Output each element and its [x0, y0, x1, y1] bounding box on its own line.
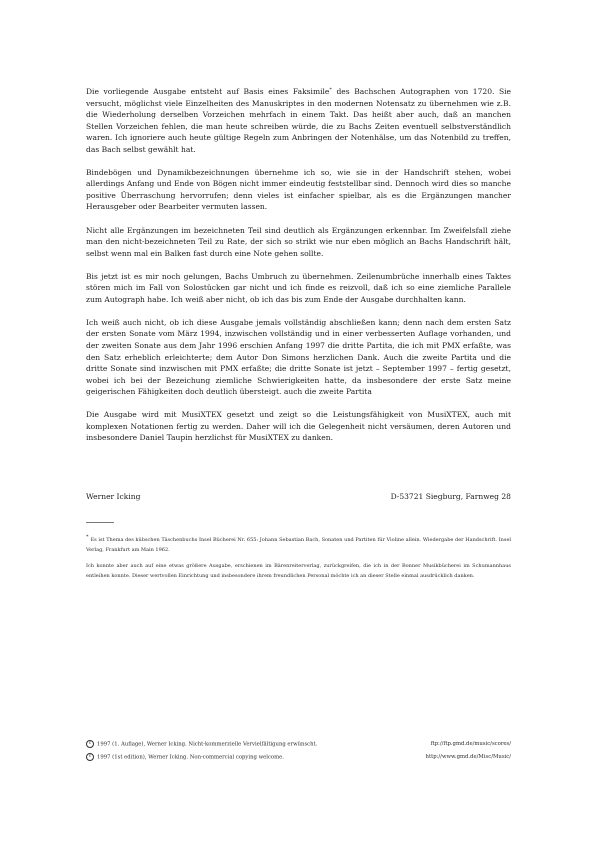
- paragraph-1-start: Die vorliegende Ausgabe entsteht auf Basis eines Faksimile: [86, 87, 330, 96]
- footnote-1-text: Es ist Thema des kübschen Täschenbuchs Insel Bücherei Nr. 655: Johann Sebastian Bach, Sonaten und Partiten für Violine allein. Wiedergabe der Handschrift. Insel Verlag, Frankfurt am Main 1962.: [86, 537, 511, 554]
- footnote-divider: [86, 522, 114, 523]
- footer-ftp-link[interactable]: ftp://ftp.gmd.de/music/scores/: [430, 741, 511, 747]
- copyright-icon: c: [86, 740, 94, 748]
- paragraph-3: Nicht alle Ergänzungen im bezeichneten Teil sind deutlich als Ergänzungen erkennbar. Im Zweifelsfall ziehe man den nicht-bezeichneten Teil zu Rate, der sich so strikt wie nur eben möglich an Bachs Handschrift hält, selbst wenn mal ein Balken fast durch eine Note gehen sollte.: [86, 225, 511, 258]
- preface-body: [86, 85, 511, 456]
- paragraph-6: Die Ausgabe wird mit MusiXTEX gesetzt und zeigt so die Leistungsfähigkeit von MusiXTEX, auch mit komplexen Notationen fertig zu werden. Daher will ich die Gelegenheit nicht versäumen, deren Autoren und insbesondere Daniel Taupin herzlichst für MusiXTEX zu danken.: [86, 410, 511, 443]
- footnote-marker: *: [329, 87, 332, 93]
- footnote-2: Ich konnte aber auch auf eine etwas größere Ausgabe, erschienen im Bärenreiterverlag, zurückgreifen, die ich in der Bonner Musikbücherei im Schumannhaus entleihen konnte. Dieser wertvollen Einrichtung und insbesondere ihrem freundlichen Personal möchte ich an dieser Stelle einmal ausdrücklich danken.: [86, 562, 511, 580]
- footer-http-link[interactable]: http://www.gmd.de/Misc/Music/: [425, 754, 511, 760]
- paragraph-1-rest: des Bachschen Autographen von 1720. Sie versucht, möglichst viele Einzelheiten des Manuskriptes in den modernen Notensatz zu übernehmen wie z.B. die Wiederholung derselben Vorzeichen mehrfach in einem Takt. Das heißt aber auch, daß an manchen Stellen Vorzeichen fehlen, die man heute schreiben würde, die zu Bachs Zeiten eventuell selbstverständlich waren. Ich ignoriere auch heute gültige Regeln zum Anbringen der Notenhälse, um das Notenbild zu treffen, das Bach selbst gewählt hat.: [86, 87, 512, 154]
- footnote-1: [86, 532, 511, 556]
- paragraph-1: [86, 85, 511, 155]
- paragraph-5: Ich weiß auch nicht, ob ich diese Ausgabe jemals vollständig abschließen kann; denn nach dem ersten Satz der ersten Sonate vom März 1994, inzwischen vollständig und in einer verbesserten Auflage vorhanden, und der zweiten Sonate aus dem Jahr 1996 erschien Anfang 1997 die dritte Partita, die ich mit PMX erfaßte, was den Satz erheblich erleichterte; dem Autor Don Simons herzlichen Dank. Auch die zweite Partita und die dritte Sonate sind inzwischen mit PMX erfaßte; die dritte Sonate ist jetzt – September 1997 – fertig gesetzt, wobei ich bei der Bezeichung ziemliche Schwierigkeiten hatte, da insbesondere der erste Satz meine geigerischen Fähigkeiten doch deutlich übersteigt. auch die zweite Partita: [86, 317, 511, 397]
- footnote-1-marker: *: [86, 534, 89, 540]
- footer-copyright-de: [86, 740, 317, 749]
- author-address: D-53721 Siegburg, Farnweg 28: [390, 492, 511, 501]
- footnotes: [86, 532, 511, 587]
- footer-copyright-en: [86, 753, 284, 762]
- footer-text-de: 1997 (1. Auflage), Werner Icking. Nicht-kommerzielle Vervielfältigung erwünscht.: [97, 741, 318, 748]
- paragraph-4: Bis jetzt ist es mir noch gelungen, Bachs Umbruch zu übernehmen. Zeilenumbrüche innerhalb eines Taktes stören mich im Fall von Solostücken gar nicht und ich finde es reizvoll, daß ich so eine ziemliche Parallele zum Autograph habe. Ich weiß aber nicht, ob ich das bis zum Ende der Ausgabe durchhalten kann.: [86, 271, 511, 304]
- paragraph-2: Bindebögen und Dynamikbezeichnungen übernehme ich so, wie sie in der Handschrift stehen, wobei allerdings Anfang und Ende von Bögen nicht immer eindeutig feststellbar sind. Dennoch wird dies so manche positive Überraschung hervorrufen; denn vieles ist einfacher spielbar, als es die Ergänzungen mancher Herausgeber oder Bearbeiter vermuten lassen.: [86, 167, 511, 212]
- author-name: Werner Icking: [86, 492, 141, 501]
- footer-text-en: 1997 (1st edition), Werner Icking. Non-commercial copying welcome.: [97, 754, 284, 761]
- copyright-icon: c: [86, 753, 94, 761]
